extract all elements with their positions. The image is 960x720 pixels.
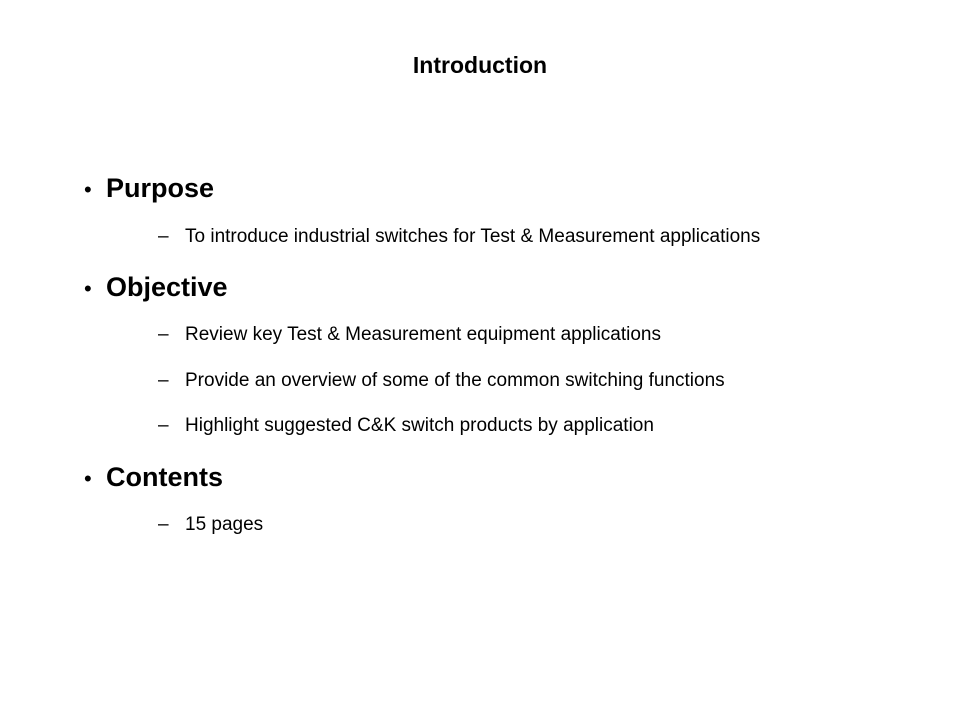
list-item-text: 15 pages xyxy=(185,514,264,535)
bullet-icon: • xyxy=(84,466,92,491)
list-item xyxy=(158,512,263,538)
section-contents xyxy=(84,459,223,495)
dash-marker: – xyxy=(158,415,169,436)
section-objective xyxy=(84,269,228,305)
dash-marker: – xyxy=(158,324,169,345)
list-item xyxy=(158,322,661,348)
dash-marker: – xyxy=(158,226,169,247)
list-item xyxy=(158,413,654,439)
dash-marker: – xyxy=(158,370,169,391)
section-heading: Objective xyxy=(106,272,228,302)
section-heading: Purpose xyxy=(106,173,215,203)
list-item-text: To introduce industrial switches for Test & Measurement applications xyxy=(185,226,761,247)
section-heading: Contents xyxy=(106,462,223,492)
bullet-icon: • xyxy=(84,177,92,202)
list-item-text: Highlight suggested C&K switch products by application xyxy=(185,415,654,436)
list-item-text: Provide an overview of some of the common switching functions xyxy=(185,370,725,391)
list-item-text: Review key Test & Measurement equipment applications xyxy=(185,324,661,345)
list-item xyxy=(158,224,760,250)
list-item xyxy=(158,368,725,394)
slide-title: Introduction xyxy=(412,52,548,78)
section-purpose xyxy=(84,170,214,206)
dash-marker: – xyxy=(158,514,169,535)
bullet-icon: • xyxy=(84,276,92,301)
